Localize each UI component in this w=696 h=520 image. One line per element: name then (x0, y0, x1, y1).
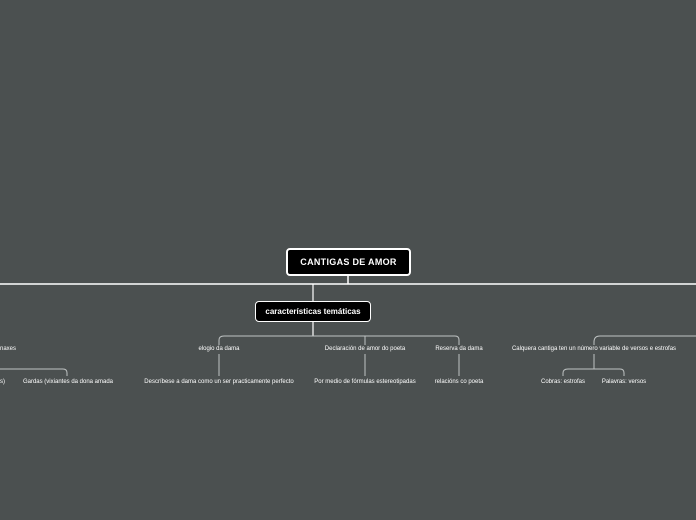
topic-left-partial[interactable]: naxes (0, 346, 17, 352)
leaf-gardas[interactable]: Gardas (vixiantes da dona amada (22, 379, 114, 385)
leaf-palavras[interactable]: Palavras: versos (601, 379, 647, 385)
leaf-relacion[interactable]: relacións co poeta (434, 379, 484, 385)
leaf-cobras[interactable]: Cobras: estrofas (540, 379, 586, 385)
subtopic-node[interactable]: características temáticas (255, 301, 371, 322)
leaf-formulas[interactable]: Por medio de fórmulas estereotipadas (314, 379, 416, 385)
topic-declaracion[interactable]: Declaración de amor do poeta (324, 346, 406, 352)
topic-calquera[interactable]: Calquera cantiga ten un número variable de versos e estrofas (511, 346, 677, 352)
leaf-left-cut[interactable]: s) (0, 379, 5, 385)
leaf-describese[interactable]: Descríbese a dama como un ser practicamente perfecto (144, 379, 294, 385)
central-topic-node[interactable]: CANTIGAS DE AMOR (286, 248, 411, 276)
topic-elogio[interactable]: elogio da dama (198, 346, 240, 352)
topic-reserva[interactable]: Reserva da dama (435, 346, 483, 352)
